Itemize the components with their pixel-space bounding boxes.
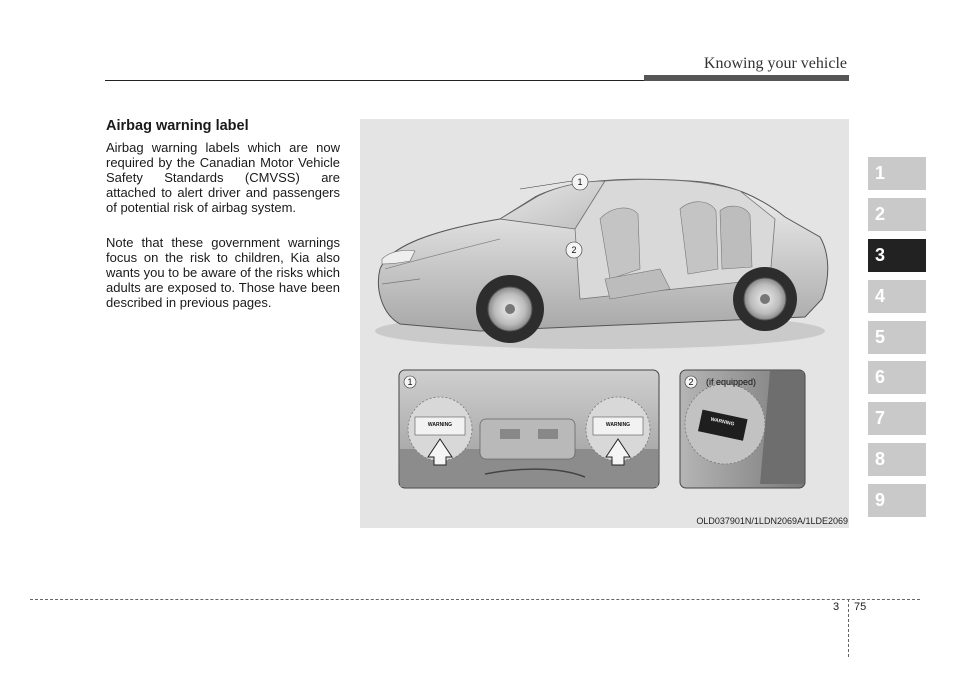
footer-divider <box>848 599 849 657</box>
callout-2-marker <box>566 242 582 258</box>
running-header: Knowing your vehicle <box>703 55 847 72</box>
chapter-tab-2[interactable]: 2 <box>868 198 926 231</box>
inset-2-note: (if equipped) <box>706 377 757 387</box>
car-illustration <box>375 179 828 349</box>
paragraph-2: Note that these government warnings focus on the risk to children, Kia also wants you to be aware of the risks which adults are exposed to. Those have been described in previous pages. <box>106 235 340 310</box>
callout-1-marker <box>520 174 588 190</box>
page-chapter-number: 3 <box>833 601 840 613</box>
footer-rule <box>30 599 920 600</box>
chapter-tab-3[interactable]: 3 <box>868 239 926 272</box>
chapter-tab-8[interactable]: 8 <box>868 443 926 476</box>
header-rule-accent <box>644 75 849 81</box>
section-title: Airbag warning label <box>106 118 249 134</box>
chapter-tab-1[interactable]: 1 <box>868 157 926 190</box>
inset-2-number: 2 <box>688 377 694 387</box>
warning-label-visor: WARNING <box>709 416 735 428</box>
page-number: 75 <box>854 601 867 613</box>
paragraph-1: Airbag warning labels which are now required by the Canadian Motor Vehicle Safety Standards (CMVSS) are attached to alert driver and passengers of potential risk of airbag system. <box>106 140 340 215</box>
chapter-tabs <box>868 157 926 525</box>
inset-2-visor <box>680 370 805 488</box>
inset-1-headliner <box>399 370 659 488</box>
warning-label-left: WARNING <box>427 422 453 428</box>
chapter-tab-7[interactable]: 7 <box>868 402 926 435</box>
callout-2-label: 2 <box>571 245 577 255</box>
chapter-tab-4[interactable]: 4 <box>868 280 926 313</box>
callout-1-label: 1 <box>577 177 583 187</box>
chapter-tab-9[interactable]: 9 <box>868 484 926 517</box>
chapter-tab-5[interactable]: 5 <box>868 321 926 354</box>
figure-panel <box>360 119 849 528</box>
inset-1-number: 1 <box>407 377 413 387</box>
chapter-tab-6[interactable]: 6 <box>868 361 926 394</box>
figure-illustration <box>360 119 849 528</box>
warning-label-right: WARNING <box>605 422 631 428</box>
figure-caption: OLD037901N/1LDN2069A/1LDE2069 <box>696 516 848 526</box>
